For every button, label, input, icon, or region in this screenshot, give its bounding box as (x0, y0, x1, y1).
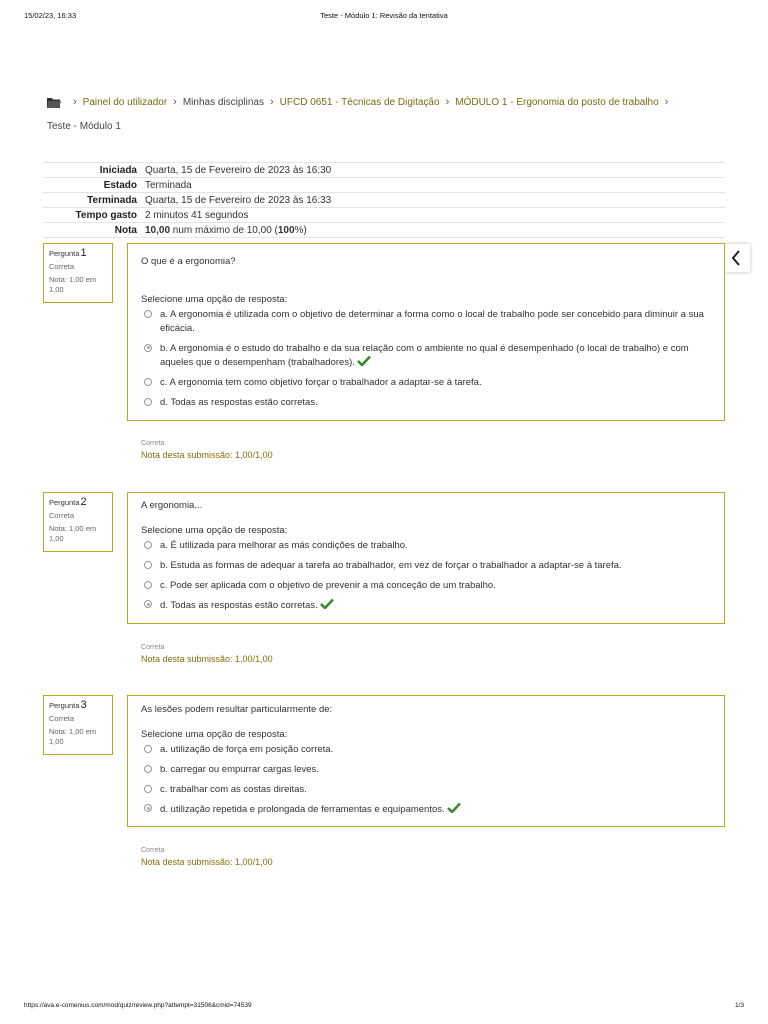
print-date: 15/02/23, 16:33 (24, 11, 77, 20)
summary-value: Terminada (141, 178, 725, 193)
answer-option[interactable] (141, 802, 711, 817)
option-text: a. utilização de força em posição correta. (160, 744, 334, 755)
answer-option[interactable] (141, 396, 711, 410)
chevron-left-icon (731, 250, 741, 266)
radio-button[interactable] (144, 541, 152, 549)
radio-button[interactable] (144, 581, 152, 589)
question-grade: Nota: 1,00 em 1,00 (49, 524, 97, 543)
question-label: Pergunta (49, 249, 80, 258)
summary-row (43, 193, 725, 208)
submission-grade: Nota desta submissão: 1,00/1,00 (141, 857, 273, 867)
summary-value: 2 minutos 41 segundos (141, 208, 725, 223)
option-text: c. A ergonomia tem como objetivo forçar o trabalhador a adaptar-se à tarefa. (160, 377, 482, 389)
question-info (43, 492, 113, 552)
answer-option[interactable] (141, 376, 711, 390)
radio-button[interactable] (144, 765, 152, 773)
answer-option[interactable] (141, 743, 711, 757)
drawer-toggle-button[interactable] (722, 244, 750, 272)
checkmark-icon (320, 598, 334, 609)
answer-option[interactable] (141, 783, 711, 797)
breadcrumb-current: Teste - Módulo 1 (47, 121, 121, 132)
option-text-wrap (160, 342, 711, 371)
outcome-state: Correta (141, 440, 165, 447)
question-info (43, 243, 113, 303)
question-number: 2 (80, 496, 87, 508)
summary-value: Quarta, 15 de Fevereiro de 2023 às 16:33 (141, 193, 725, 208)
answer-option[interactable] (141, 559, 711, 573)
folder-icon[interactable] (47, 97, 61, 108)
breadcrumb-item-courses[interactable]: Minhas disciplinas (182, 96, 264, 108)
answer-option[interactable] (141, 308, 711, 336)
grade-max: num máximo de 10,00 ( (170, 224, 278, 236)
question-outcome (141, 644, 273, 664)
question-state: Correta (49, 714, 75, 723)
question-info (43, 695, 113, 755)
question-grade: Nota: 1,00 em 1,00 (49, 275, 97, 294)
radio-button[interactable] (144, 378, 152, 386)
question-state: Correta (49, 262, 75, 271)
radio-button[interactable] (144, 310, 152, 318)
option-text-wrap (160, 598, 334, 613)
question-content (127, 492, 725, 624)
option-text: c. trabalhar com as costas direitas. (160, 783, 307, 795)
question-label: Pergunta (49, 498, 80, 507)
summary-label: Estado (43, 178, 141, 193)
print-url: https://ava.e-comenius.com/mod/quiz/review.php?attempt=31506&cmid=74539 (24, 1002, 252, 1009)
question-grade: Nota: 1,00 em 1,00 (49, 727, 97, 746)
option-text: d. Todas as respostas estão corretas. (160, 600, 318, 612)
option-text-wrap (160, 802, 461, 817)
submission-grade: Nota desta submissão: 1,00/1,00 (141, 654, 273, 664)
summary-label: Nota (43, 223, 141, 238)
option-text: a. A ergonomia é utilizada com o objetivo de determinar a forma como o local de trabalho pode ser concebido para diminuir a sua eficácia. (160, 309, 704, 334)
radio-button[interactable] (144, 804, 152, 812)
breadcrumb-item-module[interactable]: MÓDULO 1 - Ergonomia do posto de trabalho (455, 96, 659, 108)
option-text: d. utilização repetida e prolongada de ferramentas e equipamentos. (160, 804, 445, 816)
answer-option[interactable] (141, 763, 711, 777)
summary-label: Terminada (43, 193, 141, 208)
question-outcome (141, 847, 273, 867)
breadcrumb-item-dashboard[interactable]: Painel do utilizador (82, 96, 168, 108)
grade-value: 10,00 (145, 224, 171, 236)
option-text: d. Todas as respostas estão corretas. (160, 396, 318, 408)
page-number: 1/3 (734, 1002, 744, 1009)
breadcrumb-item-course[interactable]: UFCD 0651 - Técnicas de Digitação (279, 96, 440, 108)
question-label: Pergunta (49, 701, 80, 710)
breadcrumb (47, 96, 674, 108)
submission-grade: Nota desta submissão: 1,00/1,00 (141, 450, 273, 460)
radio-button[interactable] (144, 600, 152, 608)
option-text: a. É utilizada para melhorar as más condições de trabalho. (160, 540, 408, 551)
option-text: b. Estuda as formas de adequar a tarefa ao trabalhador, em vez de forçar o trabalhador a adaptar-se à tarefa. (160, 559, 622, 571)
summary-label: Tempo gasto (43, 208, 141, 223)
chevron-right-icon: › (73, 96, 77, 108)
radio-button[interactable] (144, 561, 152, 569)
answer-prompt: Selecione uma opção de resposta: (141, 294, 288, 305)
summary-row (43, 178, 725, 193)
answer-option[interactable] (141, 539, 711, 553)
answer-option[interactable] (141, 598, 711, 613)
option-text: b. carregar ou empurrar cargas leves. (160, 763, 319, 775)
option-text: c. Pode ser aplicada com o objetivo de prevenir a má conceção de um trabalho. (160, 579, 496, 591)
checkmark-icon (447, 802, 461, 813)
question-number: 1 (80, 247, 87, 259)
summary-value: Quarta, 15 de Fevereiro de 2023 às 16:30 (141, 163, 725, 178)
question-state: Correta (49, 511, 75, 520)
question-content (127, 695, 725, 827)
answer-prompt: Selecione uma opção de resposta: (141, 525, 288, 536)
print-title: Teste - Módulo 1: Revisão da tentativa (320, 11, 448, 20)
grade-percent-suffix: %) (294, 224, 307, 236)
outcome-state: Correta (141, 847, 165, 854)
answer-option[interactable] (141, 579, 711, 593)
question-content (127, 243, 725, 421)
question-text: As lesões podem resultar particularmente de: (141, 704, 333, 715)
answer-option[interactable] (141, 342, 711, 371)
chevron-right-icon: › (173, 96, 177, 108)
chevron-right-icon: › (664, 96, 669, 108)
summary-row (43, 163, 725, 178)
question-text: O que é a ergonomia? (141, 256, 236, 267)
question-outcome (141, 440, 273, 460)
radio-button[interactable] (144, 398, 152, 406)
radio-button[interactable] (144, 785, 152, 793)
summary-row (43, 208, 725, 223)
summary-row (43, 223, 725, 238)
summary-value (141, 223, 725, 238)
radio-button[interactable] (144, 745, 152, 753)
summary-label: Iniciada (43, 163, 141, 178)
grade-percent: 100 (277, 224, 295, 236)
chevron-right-icon: › (270, 96, 274, 108)
attempt-summary (43, 162, 725, 238)
question-text: A ergonomia... (141, 500, 203, 511)
answer-prompt: Selecione uma opção de resposta: (141, 729, 288, 740)
checkmark-icon (357, 355, 371, 366)
radio-button[interactable] (144, 344, 152, 352)
outcome-state: Correta (141, 644, 165, 651)
option-text: b. A ergonomia é o estudo do trabalho e da sua relação com o ambiente no qual é desempenhado (o local de trabalho) e com aqueles que o desempenham (trabalhadores). (160, 342, 689, 369)
chevron-right-icon: › (445, 96, 450, 108)
question-number: 3 (80, 699, 87, 711)
